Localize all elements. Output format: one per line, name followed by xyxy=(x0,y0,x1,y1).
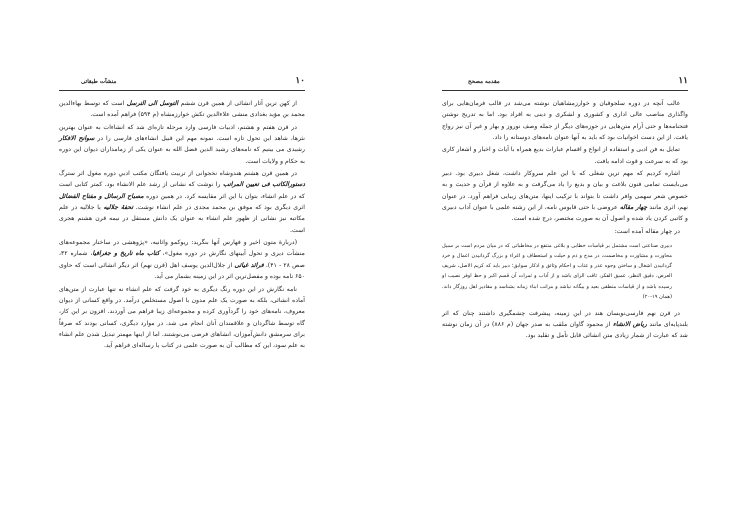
paragraph: اشاره کردیم که مهم ترین شغلی که با این علم سروکار داشت، شغل دبیری بود. دبیر می‌بایست تمامی فنون بلاغت و بیان و بدیع را یاد می‌گرفت و به علاوه از قرآن و حدیث و به خصوص شعر سهمی وافر داشت تا بتواند با ترکیب اینها، متن‌های زیبایی فراهم آورد. در عنوان نهم، اثری مانند چهار مقاله عروضی با حتی قابوس نامه، از این رشته علمی با عنوان آداب دبیری و کاتبی کردن یاد شده و اصول آن به صورت مختصر، درج شده است. xyxy=(442,170,688,223)
left-page xyxy=(59,76,305,353)
paragraph: تمایل به فن ادبی و استفاده از انواع و اقسام عبارات بدیع همراه با آیات و اخبار و اشعار کاری بود که به سرعت و قوت ادامه یافت. xyxy=(442,146,688,165)
running-title: مقدمه مصحح xyxy=(468,79,500,85)
paragraph: غالب آنچه در دوره سلجوقیان و خوارزمشاهیان نوشته می‌شد در قالب فرمان‌هایی برای واگذاری مناصب عالی اداری و کشوری و لشکری و دینی به افراد بود. اما به تدریج نوشتن فتحنامه‌ها و حتی آرام متن‌هایی در حوزه‌های دیگر از جمله وصف نوروز و بهار و غیر آن نیز رواج یافت. از این دست اخوانیات بود که باید به آنها عنوان نامه‌های دوستانه را داد. xyxy=(442,100,688,142)
book-title: فرائد غیاثی xyxy=(234,261,264,269)
left-running-head xyxy=(59,76,305,89)
book-title: مصباح الرسائل و مفتاح الفضائل xyxy=(59,192,144,200)
block-quote: دبیری صناعتی است مشتمل بر قیاسات خطابی و بلاغی منتفع در مخاطباتی که در میان مردم است بر سبیل محاورت و مشاورت و مخاصمت، در مدح و ذم و حیلت و استعطاف و اغراء و بزرگ گردانیدن اعمال و خرد گردانیدن اشغال و ساختن وجوه عذر و عتاب و احکام وثائق و اذکار سوابق؛ دبیر باید که کریم الاصل، شریف العرض، دقیق النظر، عمیق الفکر، ثاقب الرای باشد و از آداب و ثمرات آن قسم اکبر و حظ اوفر نصیب او رسیده باشد و از قیاسات منطقی بعید و بیگانه نباشد و مراتب ابناء زمانه بشناسد و مقادیر اهل روزگار داند. (همان ۱۹-۲۰) xyxy=(442,243,672,300)
quote-intro: در چهار مقاله آمده است: xyxy=(614,227,680,235)
paragraph: در قرن نهم فارسی‌نویسان هند در این زمینه، پیشرفت چشمگیری داشتند چنان که اثر بلندپایه‌ای مانند ریاض الانشاء از محمود گاوان ملقب به صدر جهان (م ۸۸۶) در آن زمان نوشته شد که عبارت از شمار زیادی متن انشائی قابل تأمل و تقلید بود. xyxy=(442,309,688,340)
book-title: چهار مقاله xyxy=(619,204,648,212)
book-title: ریاض الانشاء xyxy=(612,321,647,329)
paragraph: در قرن هفتم و هشتم، ادبیات فارسی وارد مرحله تازه‌ای شد که انشاءات به عنوان بهترین نثرها، شاهد این تحول تازه است. نمونه مهم این قبیل انشاءهای فارسی را در سوانح الافکار رشیدی می بینیم که نامه‌های رشید الدین فضل الله به عنوان یکی از زمامداران دیوان این دوره به حکام و ولایات است. xyxy=(59,123,306,165)
book-title: تحفهٔ جلالیه xyxy=(103,204,134,212)
header-rule xyxy=(442,90,688,91)
paragraph: نامه نگارش در این دوره رنگ دیگری به خود گرفت که علم انشاء نه تنها عبارت از متن‌های آماده انشائی، بلکه به صورت یک علم مدون با اصول مستخلص درآمد. در واقع کسانی از دیوان معروف، نامه‌های خود را گردآوری کرده و مجموعه‌ای زیبا فراهم می آوردند. افزون بر این کار، گاه توسط شاگردان و علاقمندان آنان انجام می شد. در موارد دیگری، کسانی بودند که صرفاً برای سرمشق دانش‌آموزان، انشاهای فرضی می‌نوشتند. اما از اینها مهمتر تبدیل شدن علم انشاء به علم سود، این که مطالب آن به صورت علمی در کتاب یا رساله‌ای فراهم آید. xyxy=(59,285,305,350)
book-title: کتاب ماه تاریخ و جغرافیا xyxy=(92,250,160,258)
book-title: سوانح الافکار xyxy=(59,135,95,143)
paragraph: در همین قرن هشتم هندوشاه نخجوانی از تربیت یافتگان مکتب ادبیِ دوره مغول اثر سترگ دستورالکاتب فی تعیین المراتب را نوشت که نشانی از رشد علم الانشاء بود. کمتر کتابی است که در علم انشاء، بتوان با این اثر مقایسه کرد. در همین دوره مصباح الرسائل و مفتاح الفضائل اثری دیگری بود که موفق بن محمد مجدی در علم انشاء نوشت. تحفهٔ جلالیه یا جلالیه در علم مکاتبه نیز نشانی از ظهور علم انشاء به عنوان یک دانش مستقل در نیمه قرن هشتم هجری است. xyxy=(59,170,305,234)
paragraph: از کهن ترین آثار انشائی از همین قرن ششم التوسل الی الترسل است که توسط بهاءالدین محمد بن مؤید بغدادی منشی علاءالدین تکش خوارزمشاه (م ۵۹۴) فراهم آمده است. xyxy=(59,100,305,119)
right-running-head xyxy=(442,76,688,89)
paragraph: (دربارهٔ متون اخیر و فهارس آنها بنگرید: ریوکمو واثانیه، «پژوهشی در ساختار مجموعه‌های منشآت دیری و تحول آیینهای نگارش در دوره مغول»، کتاب ماه تاریخ و جغرافیا، شماره ۳۲، صص ۲۸ - ۴۱). فرائد غیاثی از جلال‌الدین یوسف اهل (قرن نهم) اثر دیگر انشائی است که حاوی ۶۵۰ نامه بوده و مفصل‌ترین اثر در این زمینه بشمار می آید. xyxy=(59,239,305,281)
book-title: التوسل الی الترسل xyxy=(126,100,179,107)
running-title: منشآت طبقاتی xyxy=(81,79,117,85)
header-rule xyxy=(59,90,305,91)
right-page xyxy=(442,76,688,343)
page-number: ۱۱ xyxy=(678,76,688,86)
page-number: ۱۰ xyxy=(295,76,305,86)
book-title: دستورالکاتب فی تعیین المراتب xyxy=(222,181,305,189)
